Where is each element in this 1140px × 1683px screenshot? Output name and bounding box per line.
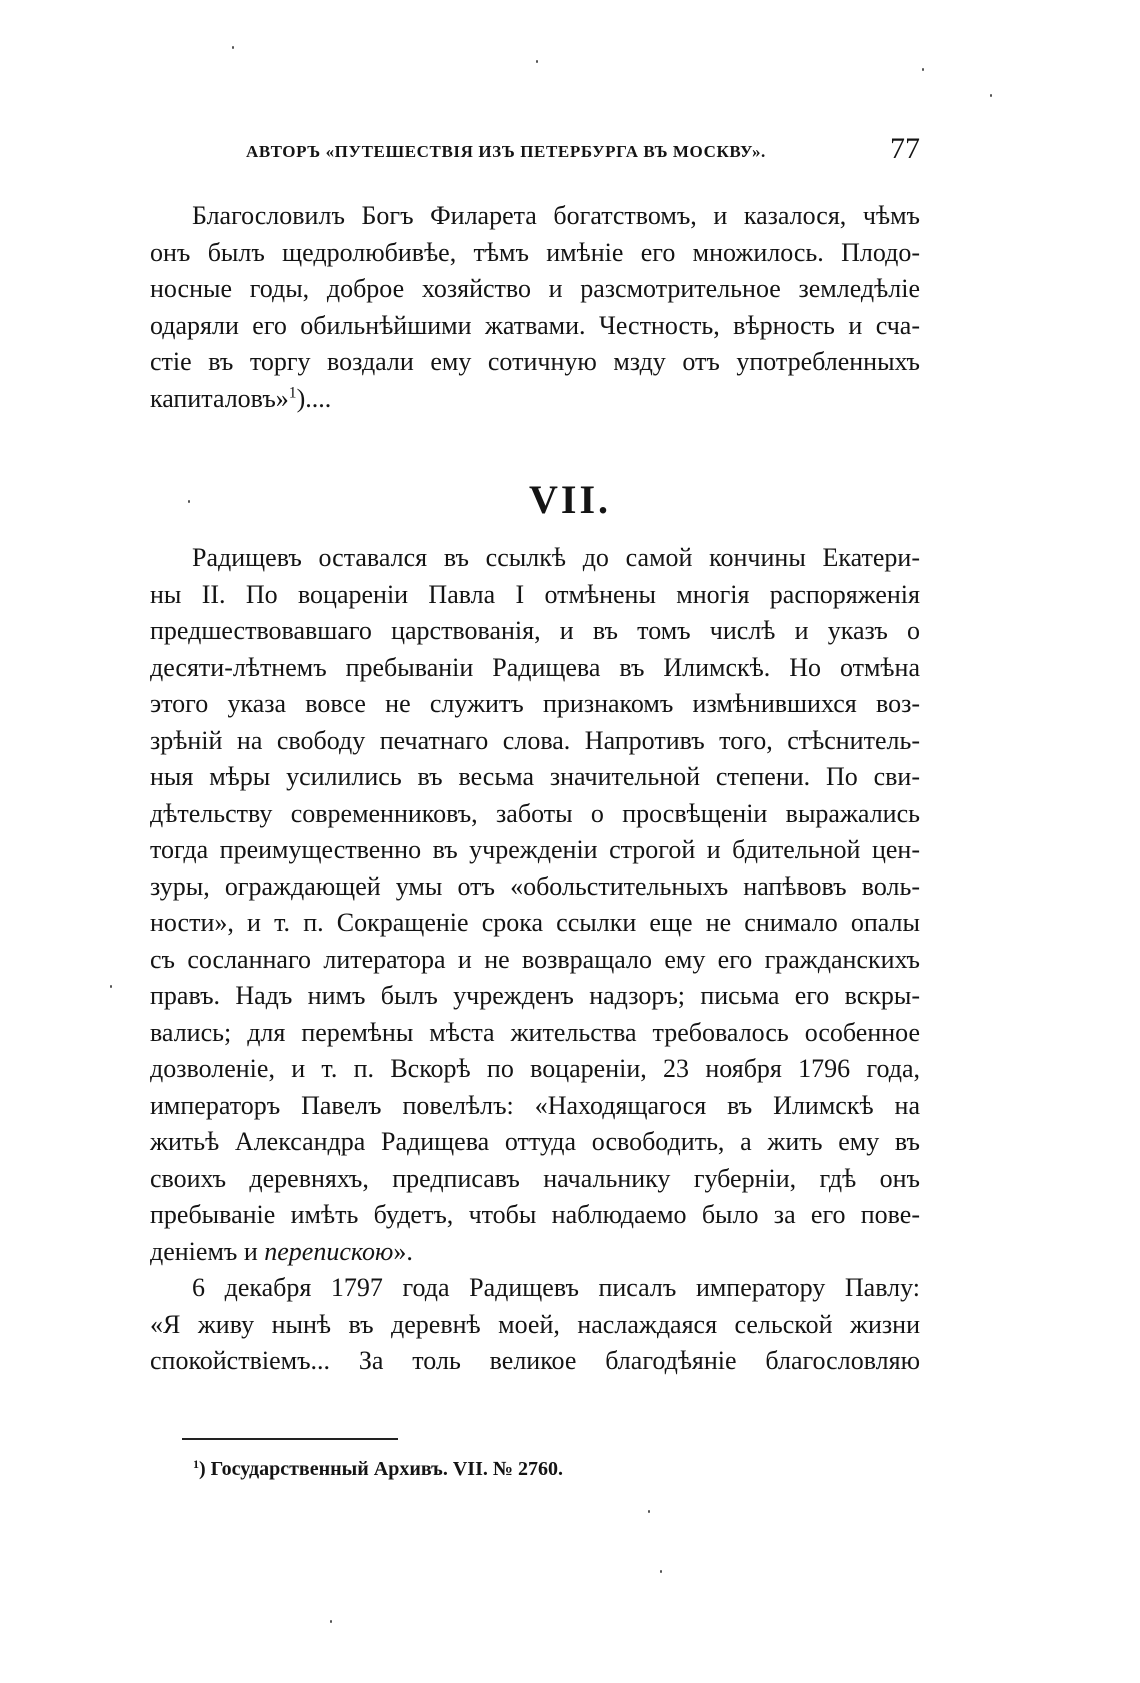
scan-speck xyxy=(990,94,992,97)
text-line: пребываніе имѣть будетъ, чтобы наблюдаемо было за его пове- xyxy=(150,1200,920,1229)
text-line: житьѣ Александра Радищева оттуда освободить, а жить ему въ xyxy=(150,1127,920,1156)
text-fragment: капиталовъ» xyxy=(150,383,289,413)
emphasized-word: перепискою xyxy=(264,1236,394,1266)
scan-speck xyxy=(648,1510,650,1513)
text-line: тогда преимущественно въ учрежденіи строгой и бдительной цен- xyxy=(150,835,920,864)
scan-speck xyxy=(188,500,190,503)
text-line: зуры, ограждающей умы отъ «обольстительныхъ напѣвовъ воль- xyxy=(150,871,920,901)
running-head xyxy=(150,132,920,172)
text-fragment: ». xyxy=(393,1236,413,1266)
scan-speck xyxy=(922,68,924,71)
text-line: дозволеніе, и т. п. Вскорѣ по воцареніи, 23 ноября 1796 года, xyxy=(150,1054,920,1083)
text-line xyxy=(150,1234,920,1271)
text-line: ны II. По воцареніи Павла I отмѣнены многія распоряженія xyxy=(150,579,920,609)
text-line: предшествовавшаго царствованія, и въ томъ числѣ и указъ о xyxy=(150,616,920,645)
scan-speck xyxy=(660,1570,662,1573)
paragraph-continuation xyxy=(150,198,920,417)
scan-speck xyxy=(330,1620,332,1623)
text-line: онъ былъ щедролюбивѣе, тѣмъ имѣніе его множилось. Плодо- xyxy=(150,237,920,267)
text-line: спокойствіемъ... За толь великое благодѣяніе благословляю xyxy=(150,1346,920,1375)
text-fragment: деніемъ и xyxy=(150,1236,265,1266)
text-line: Благословилъ Богъ Филарета богатствомъ, и казалося, чѣмъ xyxy=(192,201,920,230)
text-line: Радищевъ оставался въ ссылкѣ до самой кончины Екатери- xyxy=(192,543,920,572)
text-line: вались; для перемѣны мѣста жительства требовалось особенное xyxy=(150,1017,920,1047)
text-line: носные годы, доброе хозяйство и разсмотрительное земледѣліе xyxy=(150,274,920,303)
section-body xyxy=(150,540,920,1380)
text-line: зрѣній на свободу печатнаго слова. Напротивъ того, стѣснитель- xyxy=(150,725,920,755)
text-line: своихъ деревняхъ, предписавъ начальнику губерніи, гдѣ онъ xyxy=(150,1163,920,1193)
text-line: этого указа вовсе не служитъ признакомъ измѣнившихся воз- xyxy=(150,689,920,718)
text-line: одаряли его обильнѣйшими жатвами. Честность, вѣрность и сча- xyxy=(150,310,920,340)
running-title: АВТОРЪ «ПУТЕШЕСТВІЯ ИЗЪ ПЕТЕРБУРГА ВЪ МОСКВУ». xyxy=(246,142,766,161)
text-line: стіе въ торгу воздали ему сотичную мзду отъ употребленныхъ xyxy=(150,347,920,376)
footnote-text: ) Государственный Архивъ. VII. № 2760. xyxy=(199,1458,563,1480)
text-fragment: ).... xyxy=(296,383,332,413)
text-line: ныя мѣры усилились въ весьма значительной степени. По сви- xyxy=(150,762,920,791)
text-line: правъ. Надъ нимъ былъ учрежденъ надзоръ; письма его вскры- xyxy=(150,981,920,1010)
page-number: 77 xyxy=(890,132,920,165)
scan-speck xyxy=(536,60,538,63)
text-line: дѣтельству современниковъ, заботы о просвѣщеніи выражались xyxy=(150,798,920,828)
scan-speck xyxy=(232,46,234,49)
scan-speck xyxy=(110,985,112,988)
text-line: съ сосланнаго литератора и не возвращало ему его гражданскихъ xyxy=(150,944,920,974)
text-line: «Я живу нынѣ въ деревнѣ моей, наслаждаяся сельской жизни xyxy=(150,1309,920,1339)
footnote xyxy=(193,1458,563,1481)
footnote-divider xyxy=(182,1438,398,1440)
section-heading: VII. xyxy=(528,477,612,522)
text-line: 6 декабря 1797 года Радищевъ писалъ императору Павлу: xyxy=(192,1273,920,1302)
footnote-reference: 1 xyxy=(288,384,297,402)
text-line: десяти-лѣтнемъ пребываніи Радищева въ Илимскѣ. Но отмѣна xyxy=(150,652,920,682)
text-line: императоръ Павелъ повелѣлъ: «Находящагося въ Илимскѣ на xyxy=(150,1090,920,1120)
footnote-marker: 1 xyxy=(193,1456,199,1471)
text-line: ности», и т. п. Сокращеніе срока ссылки еще не снимало опалы xyxy=(150,908,920,937)
text-line xyxy=(150,381,920,418)
